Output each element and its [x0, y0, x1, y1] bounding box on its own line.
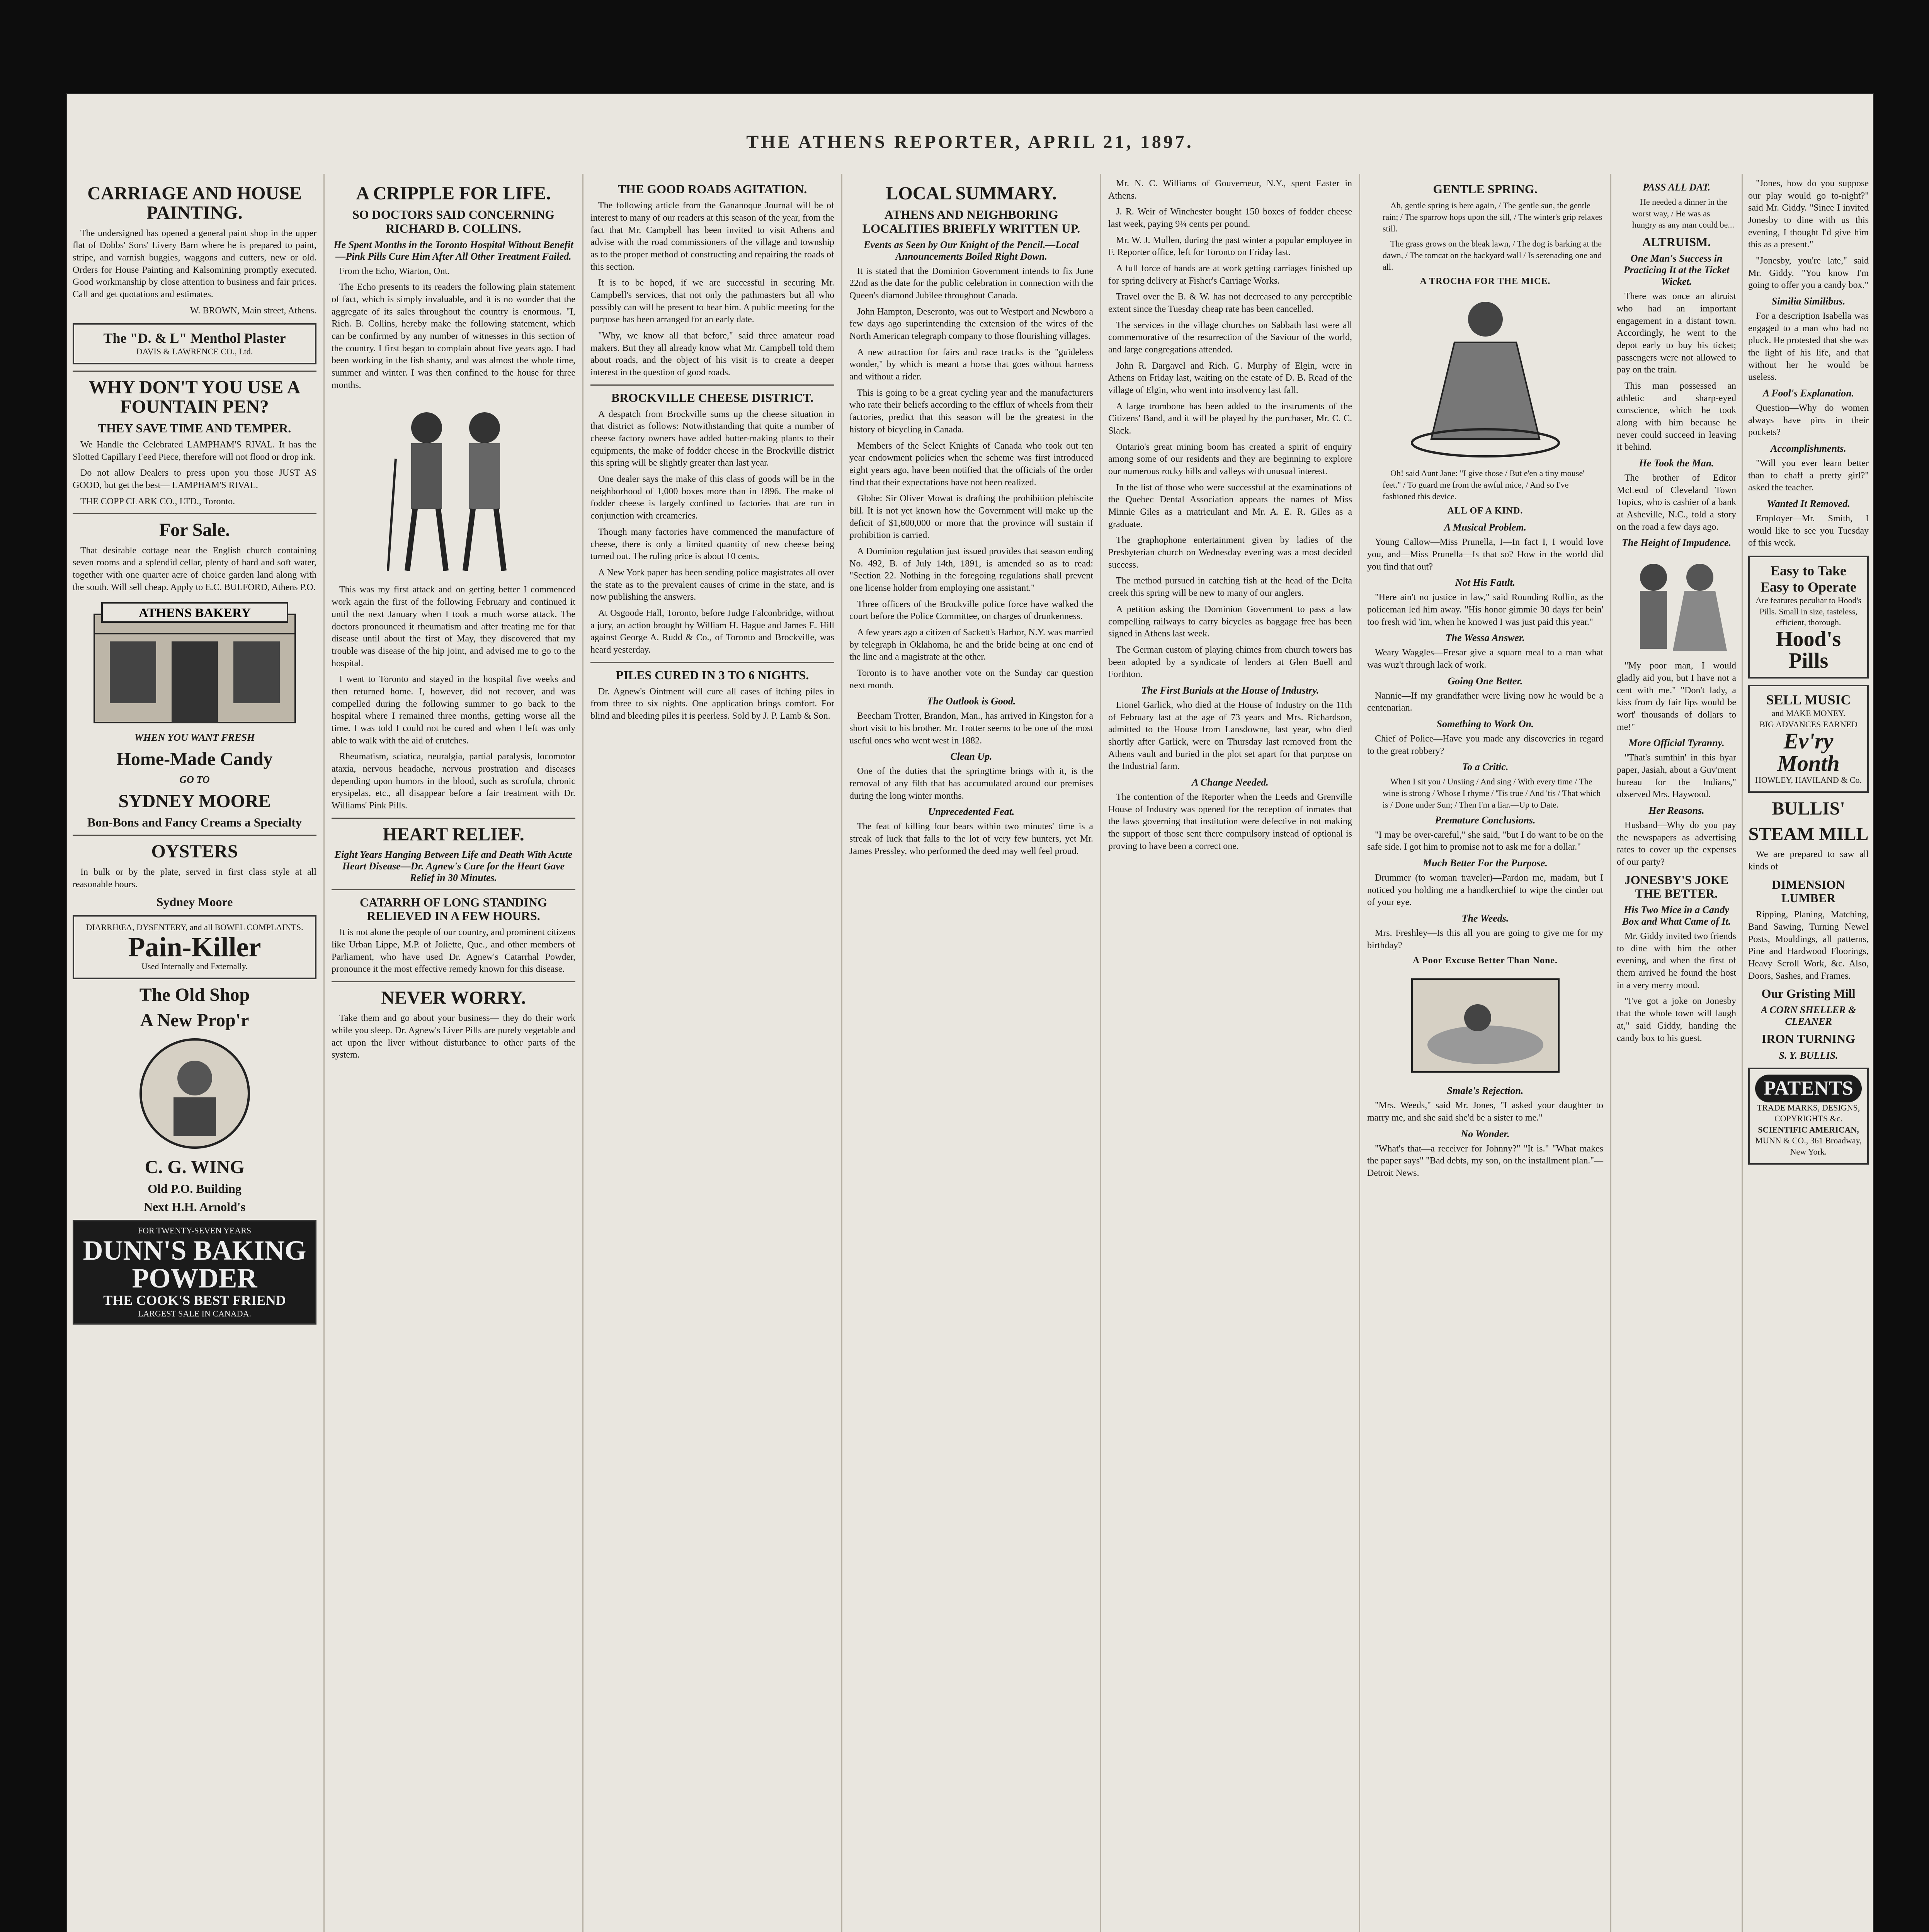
headline: NEVER WORRY. — [381, 988, 526, 1009]
article-text: Ontario's great mining boom has created a spirit of enquiry among some of our residents and they are beginning to explore our numerous rocky hills and valleys with unusual interest. — [1108, 442, 1352, 477]
article-text: Take them and go about your business— they do their work while you sleep. Dr. Agnew's Liver Pills are purely vegetable and act upon the liver without disturbance to other parts of the system. — [332, 1013, 575, 1060]
headline: THE GOOD ROADS AGITATION. — [617, 182, 807, 196]
headline: OYSTERS — [151, 841, 238, 862]
ad-title: Easy to Operate — [1761, 579, 1856, 595]
article-text: In bulk or by the plate, served in first class style at all reasonable hours. — [73, 867, 316, 889]
subheadline: The Height of Impudence. — [1621, 537, 1732, 549]
ad-text: TRADE MARKS, DESIGNS, COPYRIGHTS &c. — [1757, 1102, 1860, 1124]
article-text: A few years ago a citizen of Sackett's Harbor, N.Y. was married by telegraph in Oklahoma, he and the bride being at one end of the line and a magistrate at the other. — [849, 627, 1093, 662]
poem: Ah, gentle spring is here again, / The gentle sun, the gentle rain; / The sparrow hops upon the sill, / The winter's grip relaxes still. — [1383, 201, 1602, 233]
ad-text: Next H.H. Arnold's — [143, 1199, 246, 1214]
article-text: A full force of hands are at work getting carriages finished up for spring delivery at Fisher's Carriage Works. — [1108, 264, 1352, 286]
article-text: A petition asking the Dominion Government to pass a law compelling railways to carry bicycles as baggage free has been signed in Athens last week. — [1108, 604, 1352, 639]
article-text: THE COPP CLARK CO., LTD., Toronto. — [80, 496, 235, 507]
music-advertisement — [1748, 685, 1869, 793]
ad-title: The Old Shop — [139, 984, 250, 1005]
article-text: Three officers of the Brockville police force have walked the court before the Police Committee, on charges of drunkenness. — [849, 599, 1093, 622]
ad-text: BIG ADVANCES EARNED — [1759, 719, 1858, 729]
poem: When I sit you / Unsiing / And sing / With every time / The wine is strong / Whose I rhyme / 'Tis true / And 'tis / That which is / Done under Sun; / Then I'm a liar.—Up to Date. — [1383, 777, 1601, 810]
ad-title: SELL MUSIC — [1766, 692, 1851, 707]
article-text: Members of the Select Knights of Canada who took out ten year endowment policies when the scheme was first introduced eight years ago, have been notified that the officials of the order find that their expectations have not been realized. — [849, 440, 1093, 488]
article-text: That desirable cottage near the English church containing seven rooms and a splendid cellar, plenty of hard and soft water, together with one quarter acre of choice garden land along with the south. Will sell cheap. Apply to E.C. BULFORD, Athens P.O. — [73, 545, 316, 592]
ad-text: LARGEST SALE IN CANADA. — [138, 1308, 251, 1318]
article-text: The following article from the Gananoque Journal will be of interest to many of our readers at this season of the year, from the fact that Mr. Campbell has been invited to visit Athens and advise with the road commissioners of the village and township as to the proper method of constructing and repairing the roads of this section. — [590, 201, 834, 272]
column-7a — [1611, 174, 1743, 1932]
ad-text: Bon-Bons and Fancy Creams a Specialty — [87, 815, 302, 830]
article-text: "That's sumthin' in this hyar paper, Jasiah, about a Guv'ment bureau for the Indians," observed Mrs. Haywood. — [1617, 753, 1736, 800]
article-text: Globe: Sir Oliver Mowat is drafting the prohibition plebiscite bill. It is not yet known how the Government will make up the deficit of $1,600,000 or more that the province will sustain if prohibition is carried. — [849, 493, 1093, 541]
bath-illustration — [1400, 971, 1570, 1080]
illustration-caption: ALL OF A KIND. — [1447, 506, 1523, 516]
deck: Events as Seen by Our Knight of the Pencil.—Local Announcements Boiled Right Down. — [864, 239, 1079, 262]
headline: For Sale. — [159, 520, 230, 541]
article-text: The undersigned has opened a general paint shop in the upper flat of Dobbs' Sons' Livery Barn where he is prepared to paint, stripe, and varnish buggies, waggons and cutters, new or old. Orders for House Painting and Kalsomining promptly executed. Good workmanship by close attention to business and fair prices. Call and get quotations and estimates. — [73, 228, 316, 300]
article-text: A despatch from Brockville sums up the cheese situation in that district as follows: Notwithstanding that quite a number of cheese factory owners have added butter-making plants to their equipments, the make of fodder cheese in the Brockville district this spring will be slightly greater than last year. — [590, 409, 834, 468]
ad-text: We are prepared to saw all kinds of — [1748, 849, 1869, 872]
article-text: It is stated that the Dominion Government intends to fix June 22nd as the date for the public celebration in connection with the Queen's diamond Jubilee throughout Canada. — [849, 266, 1093, 301]
ad-title: PATENTS — [1755, 1075, 1862, 1102]
article-text: Rheumatism, sciatica, neuralgia, partial paralysis, locomotor ataxia, nervous headache, nervous prostration and diseases depending upon humors in the blood, such as scrofula, chronic erysipelas, etc., all disappear before a fair treatment with Dr. Williams' Pink Pills. — [332, 752, 575, 811]
impudence-illustration — [1619, 554, 1735, 655]
bakery-sign: ATHENS BAKERY — [138, 606, 251, 621]
article-text: There was once an altruist who had an important engagement in a distant town. Accordingly, he went to the depot early to buy his ticket; passengers were not allowed to pay on the train. — [1617, 291, 1736, 375]
poem: He needed a dinner in the worst way, / He was as hungry as any man could be... — [1632, 197, 1734, 230]
headline: GENTLE SPRING. — [1433, 182, 1538, 196]
subheadline: The Outlook is Good. — [927, 696, 1016, 707]
ad-text: MUNN & CO., 361 Broadway, New York. — [1755, 1136, 1862, 1156]
article-text: The feat of killing four bears within two minutes' time is a streak of luck that falls to the lot of very few hunters, yet Mr. James Pressley, who performed the deed may well feel proud. — [849, 821, 1093, 856]
subheadline: He Took the Man. — [1639, 457, 1714, 469]
ad-text: and MAKE MONEY. — [1771, 708, 1846, 718]
article-text: Travel over the B. & W. has not decreased to any perceptible extent since the Tuesday cheap rate has been cancelled. — [1108, 292, 1352, 315]
ad-title: Ev'ry Month — [1777, 728, 1840, 776]
ad-text: S. Y. BULLIS. — [1779, 1049, 1838, 1061]
article-text: Nannie—If my grandfather were living now he would be a centenarian. — [1367, 690, 1603, 713]
article-text: Mr. W. J. Mullen, during the past winter a popular employee in F. Reporter office, left for Toronto on Friday last. — [1108, 235, 1352, 258]
subheadline: No Wonder. — [1461, 1128, 1510, 1139]
article-text: John R. Dargavel and Rich. G. Murphy of Elgin, were in Athens on Friday last, waiting on the estate of D. B. Read of the village of Elgin, who went into insolvency last fall. — [1108, 361, 1352, 396]
painkiller-advertisement — [73, 915, 316, 979]
article-text: "Mrs. Weeds," said Mr. Jones, "I asked your daughter to marry me, and she said she'd be a sister to me." — [1367, 1100, 1603, 1123]
ad-title: DIMENSION LUMBER — [1772, 877, 1845, 905]
article-text: Beecham Trotter, Brandon, Man., has arrived in Kingston for a short visit to his brother. Mr. Trotter seems to be one of the most useful ones who went west in 1882. — [849, 711, 1093, 746]
subheadline: The Wessa Answer. — [1445, 632, 1525, 644]
article-text: Mrs. Freshley—Is this all you are going to give me for my birthday? — [1367, 928, 1603, 951]
article-text: "My poor man, I would gladly aid you, but I have not a cent with me." "Don't lady, a kiss from dy fair lips would be wort' thousands of dollars to me!" — [1617, 661, 1736, 732]
article-text: Though many factories have commenced the manufacture of cheese, there is only a limited quantity of new cheese being turned out. The ruling price is about 10 cents. — [590, 527, 834, 562]
article-text: Drummer (to woman traveler)—Pardon me, madam, but I noticed you holding me a handkerchief to wipe the cinder out of your eye. — [1367, 872, 1603, 908]
article-text: From the Echo, Wiarton, Ont. — [339, 266, 450, 276]
article-text: Young Callow—Miss Prunella, I—In fact I, I would love you, and—Miss Prunella—Is that so? How in the world did you find that out? — [1367, 537, 1603, 572]
newspaper-page — [66, 93, 1874, 1932]
ad-title: The "D. & L" Menthol Plaster — [103, 330, 286, 346]
article-text: This was my first attack and on getting better I commenced work again the first of the following February and continued it until the next January when I took a much worse attack. The doctors pronounced it rheumatism and after treating me for that disease until about the first of May, they discovered that my trouble was disease of the hip joint, and advised me to go to the hospital. — [332, 585, 575, 668]
article-text: Do not allow Dealers to press upon you those JUST AS GOOD, but get the best— LAMPHAM'S RIVAL. — [73, 468, 316, 491]
column-7b — [1743, 174, 1874, 1932]
barber-illustration — [137, 1036, 253, 1151]
signature: W. BROWN, Main street, Athens. — [190, 305, 316, 316]
article-text: A large trombone has been added to the instruments of the Citizens' Band, and it will be played by the purchaser, Mr. C. C. Slack. — [1108, 401, 1352, 436]
headline: CATARRH OF LONG STANDING RELIEVED IN A FEW HOURS. — [359, 895, 548, 923]
article-text: Mr. Giddy invited two friends to dine with him the other evening, and when the first of them arrived he found the host in a very merry mood. — [1617, 931, 1736, 990]
article-text: One dealer says the make of this class of goods will be in the neighborhood of 1,000 boxes more than in 1896. The make of fodder cheese is largely confined to factories that are run in conjunction with creameries. — [590, 474, 834, 521]
ad-title: C. G. WING — [145, 1157, 245, 1178]
article-text: Mr. N. C. Williams of Gouverneur, N.Y., spent Easter in Athens. — [1108, 179, 1352, 201]
advertisement — [73, 323, 316, 364]
subheadline: More Official Tyranny. — [1628, 737, 1725, 749]
ad-text: A CORN SHELLER & CLEANER — [1761, 1004, 1856, 1027]
article-text: In the list of those who were successful at the examinations of the Quebec Dental Association appears the names of Miss Minnie Giles as a matriculant and Mr. A. E. R. Giles as a graduate. — [1108, 482, 1352, 529]
subheadline: Her Reasons. — [1648, 805, 1704, 816]
subheadline: ATHENS AND NEIGHBORING LOCALITIES BRIEFLY WRITTEN UP. — [862, 207, 1080, 235]
ad-text: Ripping, Planing, Matching, Band Sawing, Turning Newel Posts, Mouldings, all patterns, Pine and Hardwood Floorings, Heavy Scroll Work, &c. Also, Doors, Sashes, and Frames. — [1748, 910, 1869, 981]
subheadline: Smale's Rejection. — [1447, 1085, 1524, 1097]
hoods-pills-advertisement — [1748, 556, 1869, 679]
article-text: Question—Why do women always have pins in their pockets? — [1748, 403, 1869, 438]
article-text: "Why, we know all that before," said three amateur road makers. But they all already know what Mr. Campbell told them about roads, and the object of his visit is to create a deeper interest in the question of good roads. — [590, 330, 834, 378]
column-5 — [1101, 174, 1360, 1932]
ad-text: WHEN YOU WANT FRESH — [134, 732, 255, 743]
article-text: "Jones, how do you suppose our play would go to-night?" said Mr. Giddy. "Since I invited Jonesby to dine with us this evening, I thought I'd give him this as a present." — [1748, 179, 1869, 250]
headline: ALTRUISM. — [1642, 235, 1711, 249]
headline: JONESBY'S JOKE THE BETTER. — [1624, 872, 1729, 900]
headline: HEART RELIEF. — [383, 824, 524, 845]
dunns-advertisement — [73, 1220, 316, 1325]
headline: A CRIPPLE FOR LIFE. — [356, 183, 551, 204]
article-text: Toronto is to have another vote on the Sunday car question next month. — [849, 668, 1093, 690]
headline: BROCKVILLE CHEESE DISTRICT. — [611, 390, 814, 405]
ad-title: Easy to Take — [1770, 563, 1847, 579]
subheadline: The First Burials at the House of Industry. — [1141, 684, 1319, 696]
ad-title: STEAM MILL — [1748, 824, 1869, 845]
article-text: Husband—Why do you pay the newspapers as advertising rates to cover up the expenses of our party? — [1617, 820, 1736, 867]
headline: PASS ALL DAT. — [1642, 182, 1711, 193]
article-text: "Here ain't no justice in law," said Rounding Rollin, as the policeman led him away. "His honor gimmie 30 days fer bein' too fresh wid 'im, when he knowed I was just paid this year." — [1367, 592, 1603, 627]
ad-text: Used Internally and Externally. — [141, 961, 248, 971]
subheadline: A Fool's Explanation. — [1762, 388, 1854, 399]
ad-title: SYDNEY MOORE — [118, 791, 271, 811]
ad-text: DIARRHŒA, DYSENTERY, and all BOWEL COMPLAINTS. — [86, 922, 303, 932]
article-text: Weary Waggles—Fresar give a squarn meal to a man what was wuz't through lack of work. — [1367, 648, 1603, 670]
article-text: A New York paper has been sending police magistrates all over the state as to the prevalent causes of crime in the state, and is now publishing the answers. — [590, 567, 834, 602]
headline: PILES CURED IN 3 TO 6 NIGHTS. — [616, 668, 809, 682]
article-text: This is going to be a great cycling year and the manufacturers who rate their beliefs according to the efflux of wheels from their factories, predict that this season will be the greatest in the history of bicycling in Canada. — [849, 388, 1093, 435]
article-text: "What's that—a receiver for Johnny?" "It is." "What makes the paper says" "Bad debts, my son, on the installment plan."—Detroit News. — [1367, 1143, 1603, 1178]
patents-advertisement — [1748, 1068, 1869, 1165]
poem: The grass grows on the bleak lawn, / The dog is barking at the dawn, / The tomcat on the backyard wall / Is serenading one and all. — [1383, 239, 1602, 272]
article-text: One of the duties that the springtime brings with it, is the removal of any filth that has accumulated around our premises during the long winter months. — [849, 766, 1093, 801]
ad-title: Hood's Pills — [1776, 627, 1841, 673]
article-text: The method pursued in catching fish at the head of the Delta creek this spring will be new to many of our anglers. — [1108, 576, 1352, 599]
mouse-trap-illustration — [1400, 292, 1570, 462]
ad-text: HOWLEY, HAVILAND & Co. — [1755, 775, 1862, 785]
subheadline: Going One Better. — [1448, 675, 1523, 687]
article-text: I went to Toronto and stayed in the hospital five weeks and then returned home. I, however, did not recover, and was compelled during the following summer to go back to the hospital where I remained three months, getting worse all the time. I was told I could not be cured and when I left was only able to walk with the aid of crutches. — [332, 674, 575, 746]
subheadline: His Two Mice in a Candy Box and What Came of It. — [1622, 904, 1731, 927]
subheadline: A Change Needed. — [1192, 776, 1269, 788]
column-1 — [66, 174, 325, 1932]
cripple-illustration — [373, 397, 535, 578]
subheadline: THEY SAVE TIME AND TEMPER. — [98, 421, 291, 435]
subheadline: SO DOCTORS SAID CONCERNING RICHARD B. COLLINS. — [352, 207, 555, 235]
article-text: The services in the village churches on Sabbath last were all commemorative of the resurrection of the Saviour of the world, and large congregations attended. — [1108, 320, 1352, 355]
article-text: "I've got a joke on Jonesby that the whole town will laugh at," said Giddy, handing the candy box to his guest. — [1617, 996, 1736, 1043]
bakery-building-illustration — [87, 599, 303, 726]
column-7 — [1611, 174, 1874, 1932]
ad-title: Our Gristing Mill — [1761, 986, 1856, 1001]
article-text: This man possessed an athletic and sharp-eyed conscience, which he took along with him because he never could succeed in leaving it behind. — [1617, 381, 1736, 452]
article-text: "I may be over-careful," she said, "but I do want to be on the safe side. I got him to promise not to ask me for a dollar." — [1367, 830, 1603, 852]
article-text: "Jonesby, you're late," said Mr. Giddy. "You know I'm going to offer you a candy box." — [1748, 256, 1869, 291]
subheadline: Clean Up. — [950, 751, 992, 762]
headline: LOCAL SUMMARY. — [886, 183, 1057, 204]
signature: Sydney Moore — [156, 895, 233, 909]
article-text: The German custom of playing chimes from church towers has been adopted by a syndicate of lenders at Glen Buell and Forthton. — [1108, 645, 1352, 680]
deck: He Spent Months in the Toronto Hospital Without Benefit—Pink Pills Cure Him After All Other Treatment Failed. — [333, 239, 573, 262]
article-text: Employer—Mr. Smith, I would like to see you Tuesday of this week. — [1748, 514, 1869, 548]
subheadline: Premature Conclusions. — [1435, 814, 1536, 826]
article-text: J. R. Weir of Winchester bought 150 boxes of fodder cheese last week, paying 9¼ cents per pound. — [1108, 207, 1352, 230]
subheadline: A Musical Problem. — [1444, 522, 1527, 533]
article-text: Dr. Agnew's Ointment will cure all cases of itching piles in from three to six nights. One application brings comfort. For blind and bleeding piles it is peerless. Sold by J. P. Lamb & Son. — [590, 686, 834, 721]
subheadline: The Weeds. — [1461, 912, 1509, 924]
headline: WHY DON'T YOU USE A FOUNTAIN PEN? — [88, 377, 301, 417]
article-text: Lionel Garlick, who died at the House of Industry on the 11th of February last at the age of 73 years and Mrs. Richardson, admitted to the House from Lansdowne, last year, who died shortly after Garlick, were on Thursday last removed from the Athens vault and buried in the plot set apart for that purpose on the Industrial farm. — [1108, 700, 1352, 772]
article-text: It is not alone the people of our country, and prominent citizens like Urban Lippe, M.P. of Joliette, Que., and other members of Parliament, who have used Dr. Agnew's Catarrhal Powder, pronounce it the most effective remedy known for this disease. — [332, 927, 575, 975]
article-text: "Will you ever learn better than to chaff a pretty girl?" asked the teacher. — [1748, 458, 1869, 493]
subheadline: Something to Work On. — [1436, 718, 1534, 730]
article-text: The contention of the Reporter when the Leeds and Grenville House of Industry was opened for the reception of inmates that the laws governing that institution were defective in not making the support of those sent there compulsory instead of optional is proving to have been a correct one. — [1108, 792, 1352, 851]
deck: Eight Years Hanging Between Life and Death With Acute Heart Disease—Dr. Agnew's Cure for the Heart Gave Relief in 30 Minutes. — [334, 849, 573, 883]
ad-title: Pain-Killer — [128, 931, 261, 963]
article-text: The graphophone entertainment given by ladies of the Presbyterian church on Wednesday evening was a most decided success. — [1108, 535, 1352, 570]
ad-title: A New Prop'r — [140, 1010, 249, 1031]
article-text: The brother of Editor McLeod of Cleveland Town Topics, who is cashier of a bank at Asheville, N.C., told a story on the road a few days ago. — [1617, 473, 1736, 532]
column-3 — [583, 174, 842, 1932]
ad-title: Home-Made Candy — [116, 749, 273, 770]
article-text: A new attraction for fairs and race tracks is the "guideless wonder," by which is meant a horse that goes without harness and without a rider. — [849, 347, 1093, 382]
illustration-caption: A TROCHA FOR THE MICE. — [1420, 276, 1551, 287]
article-text: It is to be hoped, if we are successful in securing Mr. Campbell's services, that not only the pathmasters but all who possibly can will be present to hear him. A public meeting for the purpose has been arranged for an early date. — [590, 278, 834, 325]
column-6 — [1360, 174, 1611, 1932]
ad-text: Are features peculiar to Hood's Pills. Small in size, tasteless, efficient, thorough. — [1755, 595, 1861, 628]
subheadline: One Man's Success in Practicing It at the Ticket Wicket. — [1623, 253, 1730, 287]
subheadline: Not His Fault. — [1455, 577, 1516, 588]
subheadline: Similia Similibus. — [1771, 296, 1846, 307]
ad-title: BULLIS' — [1772, 798, 1845, 819]
ad-title: DUNN'S BAKING POWDER — [83, 1235, 306, 1294]
subheadline: Wanted It Removed. — [1767, 498, 1850, 510]
masthead: THE ATHENS REPORTER, APRIL 21, 1897. — [746, 132, 1194, 152]
article-text: Chief of Police—Have you made any discoveries in regard to the great robbery? — [1367, 734, 1603, 756]
ad-title: IRON TURNING — [1761, 1032, 1856, 1046]
ad-text: SCIENTIFIC AMERICAN, — [1758, 1124, 1859, 1134]
article-text: At Osgoode Hall, Toronto, before Judge Falconbridge, without a jury, an action brought by William H. Hague and James E. Hill against George A. Rudd & Co., of Toronto and Brockville, was heard yesterday. — [590, 608, 834, 655]
ad-text: Old P.O. Building — [148, 1181, 242, 1196]
ad-text: FOR TWENTY-SEVEN YEARS — [138, 1226, 252, 1236]
subheadline: Accomplishments. — [1771, 443, 1846, 454]
ad-text: DAVIS & LAWRENCE CO., Ltd. — [136, 347, 253, 357]
subheadline: To a Critic. — [1462, 761, 1509, 773]
article-text: We Handle the Celebrated LAMPHAM'S RIVAL. It has the Slotted Capillary Feed Piece, therefore will not flood or drop ink. — [73, 440, 316, 462]
article-text: The Echo presents to its readers the following plain statement of fact, which is simply invaluable, and it is no wonder that the aggregate of its sales throughout the country is enormous. "I, Rich. B. Collins, hereby make the following statement, which can be confirmed by any number of witnesses in this section of the country. I first began to complain about five years ago. I had been working in the fish shanty, and was almost the whole time, summer and winter. I was then confined to the house for three months. — [332, 282, 575, 390]
article-text: John Hampton, Deseronto, was out to Westport and Newboro a few days ago superintending the extension of the wires of the North American telegraph company to those flourishing villages. — [849, 306, 1093, 342]
ad-text: GO TO — [179, 774, 210, 785]
subheadline: Much Better For the Purpose. — [1423, 857, 1548, 869]
article-text: For a description Isabella was engaged to a man who had no pluck. He protested that she was the light of his life, and that without her he would be useless. — [1748, 311, 1869, 383]
ad-text: THE COOK'S BEST FRIEND — [103, 1292, 286, 1308]
illustration-caption: A Poor Excuse Better Than None. — [1412, 956, 1558, 966]
article-text: A Dominion regulation just issued provides that season ending No. 492, B. of July 14th, 1891, is amended so as to read: "Section 22. Nothing in the foregoing regulations shall prevent one license holder from employing one assistant." — [849, 546, 1093, 593]
column-2 — [325, 174, 583, 1932]
headline: CARRIAGE AND HOUSE PAINTING. — [87, 183, 302, 223]
poem: Oh! said Aunt Jane: "I give those / But e'en a tiny mouse' feet." / To guard me from the awful mice, / And so I've fashioned this device. — [1383, 468, 1585, 501]
subheadline: Unprecedented Feat. — [928, 806, 1015, 818]
column-4 — [842, 174, 1101, 1932]
